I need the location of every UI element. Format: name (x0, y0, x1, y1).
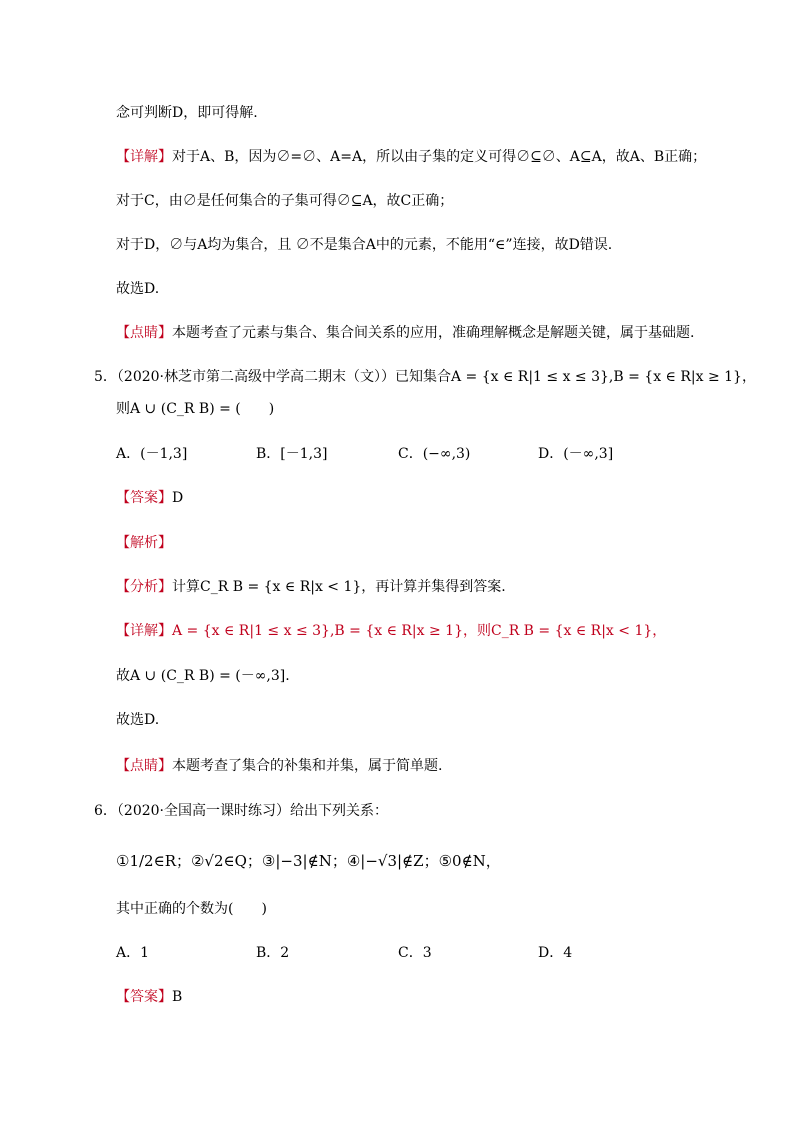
detail-label: 【详解】 (116, 623, 172, 639)
note-label: 【点睛】 (116, 758, 172, 774)
relations-line: ①1/2∈R；②√2∈Q；③|−3|∉N；④|−√3|∉Z；⑤0∉N， (116, 852, 501, 870)
answer-line (116, 489, 183, 507)
analysis-sub-label: 【分析】 (116, 579, 172, 595)
question-6-stem: 6．（2020·全国高一课时练习）给出下列关系： (94, 803, 388, 819)
analysis-paragraph (116, 578, 506, 596)
option-a: A．(－1,3] (116, 446, 188, 462)
note-paragraph (116, 324, 694, 342)
text-line: 念可判断D，即可得解. (116, 105, 258, 121)
option-a: A．1 (116, 945, 150, 961)
analysis-label: 【解析】 (116, 535, 172, 551)
detail-text: 对于A、B，因为∅=∅、A=A，所以由子集的定义可得∅⊆∅、A⊆A，故A、B正确； (172, 149, 707, 165)
analysis-text: 计算C_R B = {x ∈ R|x < 1}，再计算并集得到答案. (172, 579, 506, 595)
text-line: 对于D，∅与A均为集合，且 ∅不是集合A中的元素，不能用“∈”连接，故D错误. (116, 237, 613, 253)
question-5-stem-2: 则A ∪ (C_R B) = ( ) (116, 401, 275, 417)
answer-value: D (172, 490, 184, 506)
option-b: B．2 (256, 945, 290, 961)
result-line: 故A ∪ (C_R B) = (－∞,3]. (116, 668, 290, 684)
question-5-stem: 5．（2020·林芝市第二高级中学高二期末（文））已知集合A = {x ∈ R|1 ≤ x ≤ 3},B = {x ∈ R|x ≥ 1}， (94, 369, 756, 385)
text-line: 故选D. (116, 281, 160, 297)
answer-value: B (172, 989, 183, 1005)
note-paragraph (116, 757, 442, 775)
option-c: C．(−∞,3) (398, 446, 471, 462)
text-line: 对于C，由∅是任何集合的子集可得∅⊆A，故C正确； (116, 193, 454, 209)
option-c: C．3 (398, 945, 432, 961)
detail-paragraph (116, 148, 706, 166)
answer-label: 【答案】 (116, 989, 172, 1005)
option-d: D．4 (538, 945, 573, 961)
note-text: 本题考查了集合的补集和并集，属于简单题. (172, 758, 443, 774)
note-label: 【点睛】 (116, 325, 172, 341)
detail-label: 【详解】 (116, 149, 172, 165)
detail-text: A = {x ∈ R|1 ≤ x ≤ 3},B = {x ∈ R|x ≥ 1}，则C_R B = {x ∈ R|x < 1}， (172, 623, 667, 639)
option-d: D．(－∞,3] (538, 446, 614, 462)
answer-line (116, 988, 182, 1006)
option-b: B．[－1,3] (256, 446, 328, 462)
note-text: 本题考查了元素与集合、集合间关系的应用，准确理解概念是解题关键，属于基础题. (172, 325, 695, 341)
choose-line: 故选D. (116, 712, 160, 728)
answer-label: 【答案】 (116, 490, 172, 506)
detail-paragraph (116, 622, 666, 640)
question-6-question: 其中正确的个数为( ) (116, 901, 267, 917)
